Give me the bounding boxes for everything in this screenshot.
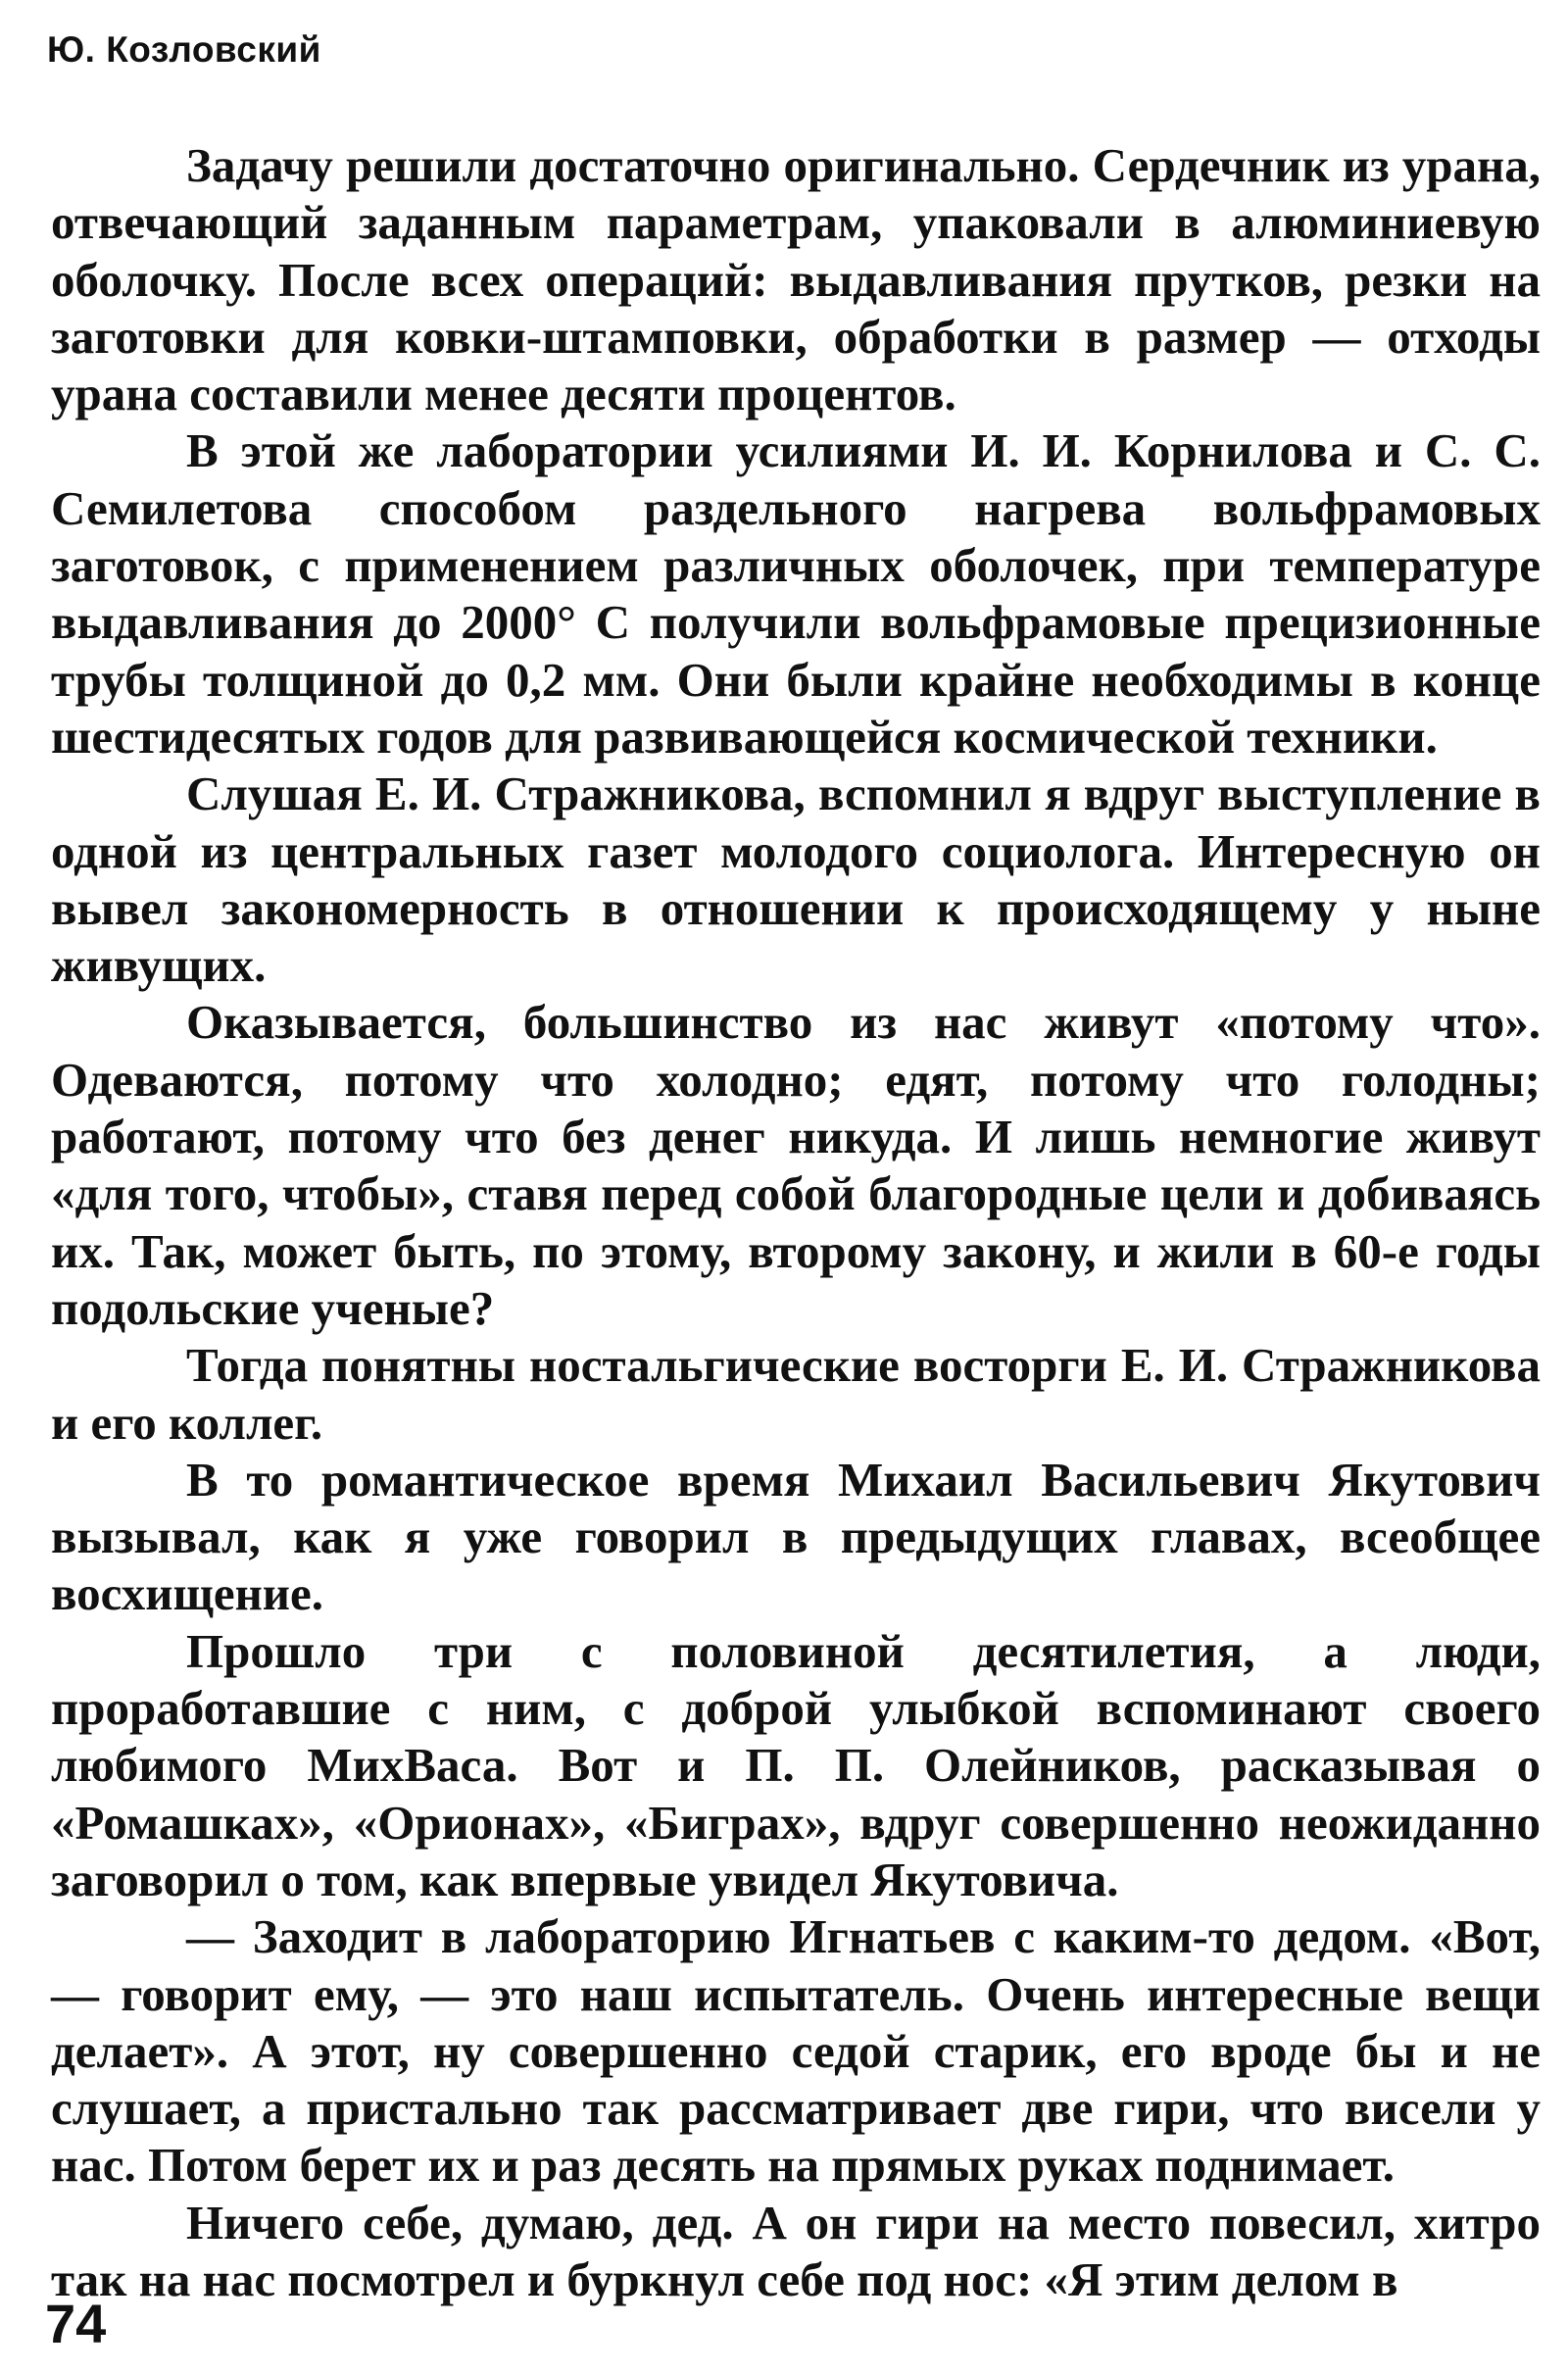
paragraph-3: Слушая Е. И. Стражникова, вспомнил я вдруг выступление в одной из центральных газет молодого социолога. Интересную он вывел закономерность в отношении к происходящему у ныне живущих.	[51, 766, 1541, 993]
page-number: 74	[45, 2293, 107, 2354]
running-head: Ю. Козловский	[47, 29, 321, 70]
paragraph-8: — Заходит в лабораторию Игнатьев с каким-то дедом. «Вот, — говорит ему, — это наш испытатель. Очень интересные вещи делает». А этот, ну совершенно седой старик, его вроде бы и не слушает, а пристально так рассматривает две гири, что висели у нас. Потом берет их и раз десять на прямых руках поднимает.	[51, 1909, 1541, 2193]
paragraph-1: Задачу решили достаточно оригинально. Сердечник из урана, отвечающий заданным параметрам, упаковали в алюминиевую оболочку. После всех операций: выдавливания прутков, резки на заготовки для ковки-штамповки, обработки в размер — отходы урана составили менее десяти процентов.	[51, 138, 1541, 421]
paragraph-5: Тогда понятны ностальгические восторги Е. И. Стражникова и его коллег.	[51, 1338, 1541, 1450]
paragraph-4: Оказывается, большинство из нас живут «потому что». Одеваются, потому что холодно; едят, потому что голодны; работают, потому что без денег никуда. И лишь немногие живут «для того, чтобы», ставя перед собой благородные цели и добиваясь их. Так, может быть, по этому, второму закону, и жили в 60-е годы подольские ученые?	[51, 995, 1541, 1335]
paragraph-2: В этой же лаборатории усилиями И. И. Корнилова и С. С. Семилетова способом раздельного нагрева вольфрамовых заготовок, с применением различных оболочек, при температуре выдавливания до 2000° С получили вольфрамовые прецизионные трубы толщиной до 0,2 мм. Они были крайне необходимы в конце шестидесятых годов для развивающейся космической техники.	[51, 423, 1541, 764]
body-text	[51, 137, 1541, 2308]
paragraph-7: Прошло три с половиной десятилетия, а люди, проработавшие с ним, с доброй улыбкой вспоминают своего любимого МихВаса. Вот и П. П. Олейников, расказывая о «Ромашках», «Орионах», «Биграх», вдруг совершенно неожиданно заговорил о том, как впервые увидел Якутовича.	[51, 1623, 1541, 1906]
paragraph-9: Ничего себе, думаю, дед. А он гири на место повесил, хитро так на нас посмотрел и буркнул себе под нос: «Я этим делом в	[51, 2195, 1541, 2306]
paragraph-6: В то романтическое время Михаил Васильевич Якутович вызывал, как я уже говорил в предыдущих главах, всеобщее восхищение.	[51, 1452, 1541, 1621]
